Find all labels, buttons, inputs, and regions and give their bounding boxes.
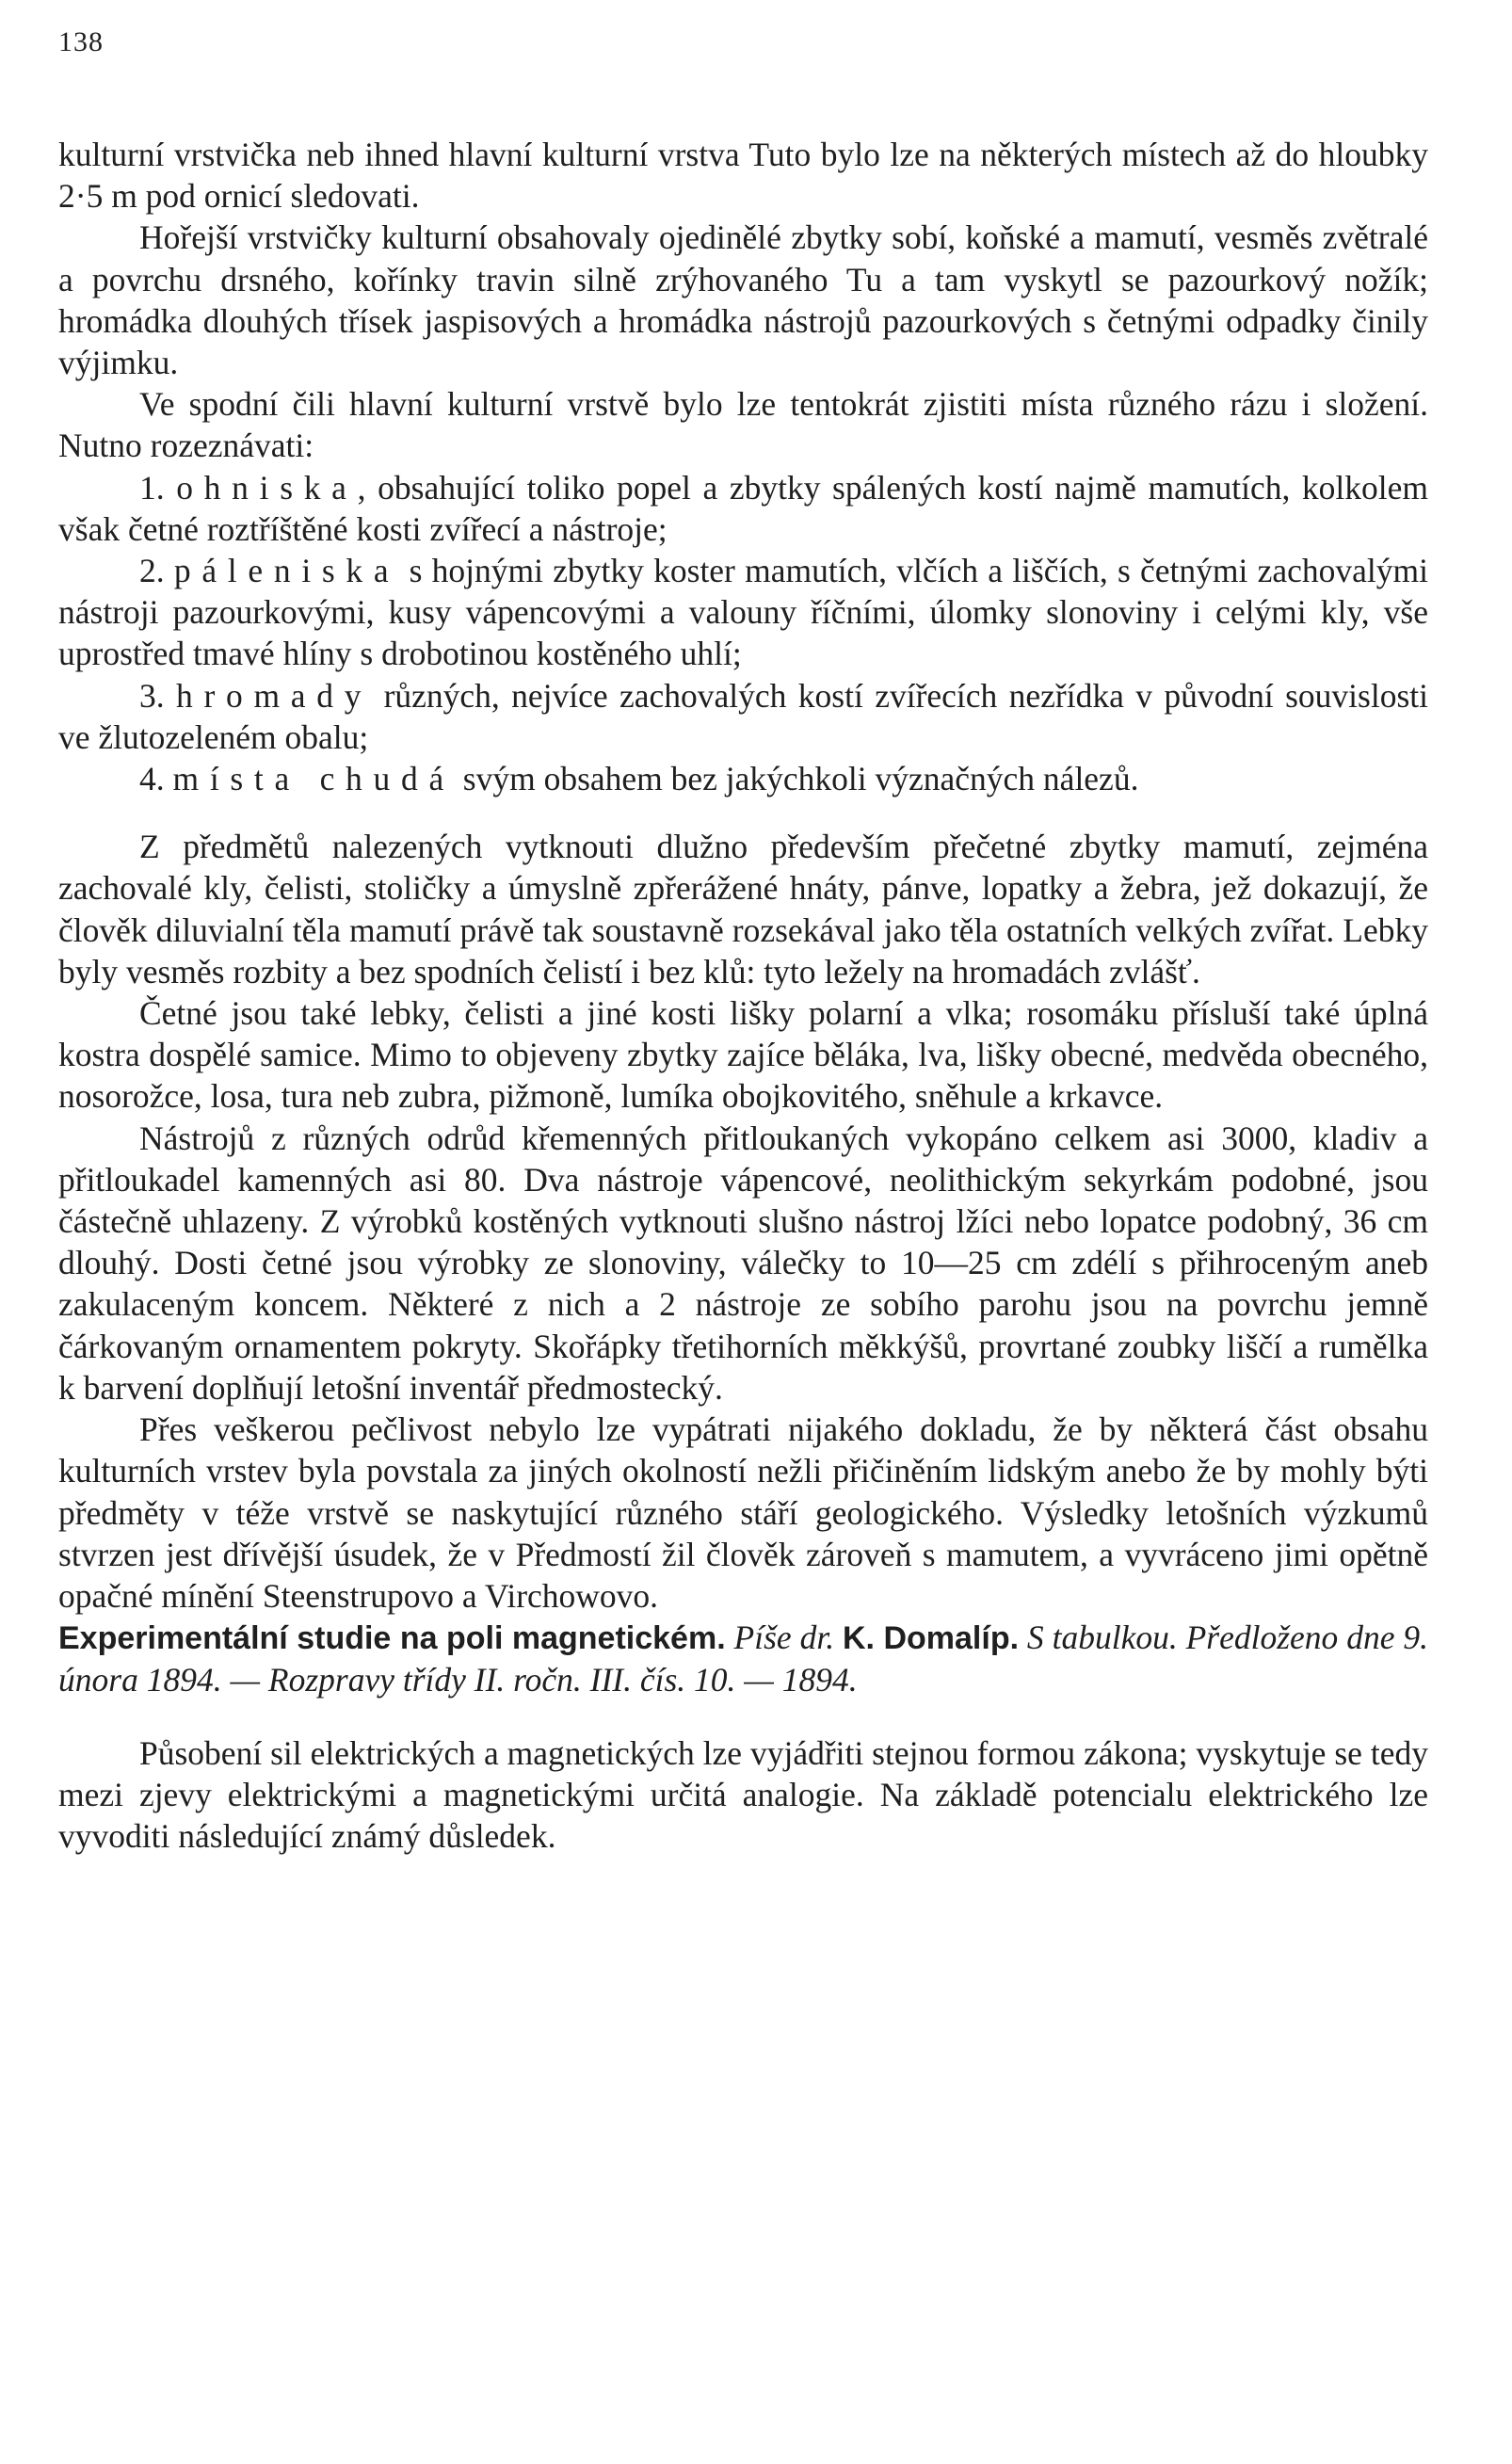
list-item	[58, 675, 1428, 758]
list-item-number: 3.	[139, 676, 165, 715]
list-item-text: různých, nejvíce zachovalých kostí zvířecích nezřídka v původní souvislosti ve žlutozeleném obalu;	[58, 676, 1428, 756]
list-item-term: páleniska	[173, 552, 400, 590]
heading-title: Experimentální studie na poli magnetickém.	[58, 1620, 726, 1657]
list-item-number: 2.	[139, 552, 165, 590]
list-item-term: místa chudá	[172, 760, 455, 798]
heading-author: K. Domalíp.	[842, 1620, 1020, 1657]
paragraph-1: kulturní vrstvička neb ihned hlavní kulturní vrstva Tuto bylo lze na některých místech až do hloubky 2·5 m pod ornicí sledovati.	[58, 136, 1428, 216]
list-item-text: , obsahující toliko popel a zbytky spálených kostí najmě mamutích, kolkolem však četné roztříštěné kosti zvířecí a nástroje;	[58, 468, 1429, 548]
list-item-number: 4.	[139, 760, 165, 798]
paragraph-7: Přes veškerou pečlivost nebylo lze vypátrati nijakého dokladu, že by některá část obsahu kulturních vrstev byla povstala za jiných okolností nežli přičiněním lidským anebo že by mohly býti předměty v téže vrstvě se naskytující různého stáří geologického. Výsledky letošních výzkumů stvrzen jest dřívější úsudek, že v Předmostí žil člověk zároveň s mamutem, a vyvráceno jimi opětně opačné mínění Steenstrupovo a Virchowovo.	[58, 1410, 1428, 1615]
list-item	[58, 467, 1428, 550]
page-number: 138	[58, 26, 104, 57]
list-item-term: hromady	[176, 676, 373, 715]
article-heading	[58, 1617, 1428, 1700]
site-types-list	[58, 467, 1428, 800]
list-item-text: s hojnými zbytky koster mamutích, vlčích a liščích, s četnými zachovalými nástroji pazourkovými, kusy vápencovými a valouny říčními, úlomky slonoviny i celými kly, vše uprostřed tmavé hlíny s drobotinou kostěného uhlí;	[58, 552, 1428, 673]
heading-details: S tabulkou. Předloženo dne 9. února 1894. — Rozpravy třídy II. ročn. III. čís. 10. — 1894.	[58, 1619, 1428, 1699]
paragraph-2: Hořejší vrstvičky kulturní obsahovaly ojedinělé zbytky sobí, koňské a mamutí, vesměs zvětralé a povrchu drsného, kořínky travin silně zrýhovaného Tu a tam vyskytl se pazourkový nožík; hromádka dlouhých třísek jaspisových a hromádka nástrojů pazourkových s četnými odpadky činily výjimku.	[58, 218, 1428, 382]
paragraph-final: Působení sil elektrických a magnetických lze vyjádřiti stejnou formou zákona; vyskytuje se tedy mezi zjevy elektrickými a magnetickými určitá analogie. Na základě potencialu elektrického lze vyvoditi následující známý důsledek.	[58, 1733, 1428, 1855]
heading-byline: Píše dr.	[725, 1619, 843, 1657]
list-item-text: svým obsahem bez jakýchkoli význačných nálezů.	[454, 760, 1139, 798]
list-item-number: 1.	[139, 468, 165, 507]
article-body	[58, 134, 1428, 1857]
list-item	[58, 758, 1428, 799]
paragraph-4: Z předmětů nalezených vytknouti dlužno především přečetné zbytky mamutí, zejména zachovalé kly, čelisti, stoličky a úmyslně zpřerážené hnáty, pánve, lopatky a žebra, jež dokazují, že člověk diluvialní těla mamutí právě tak soustavně rozsekával jako těla ostatních velkých zvířat. Lebky byly vesměs rozbity a bez spodních čelistí i bez klů: tyto ležely na hromadách zvlášť.	[58, 828, 1428, 990]
list-item-term: ohniska	[176, 468, 358, 507]
paragraph-3: Ve spodní čili hlavní kulturní vrstvě bylo lze tentokrát zjistiti místa různého rázu i složení. Nutno rozeznávati:	[58, 385, 1428, 465]
list-item	[58, 550, 1428, 675]
paragraph-6: Nástrojů z různých odrůd křemenných přitloukaných vykopáno celkem asi 3000, kladiv a přitloukadel kamenných asi 80. Dva nástroje vápencové, neolithickým sekyrkám podobné, jsou částečně uhlazeny. Z výrobků kostěných vytknouti slušno nástroj lžíci nebo lopatce podobný, 36 cm dlouhý. Dosti četné jsou výrobky ze slonoviny, válečky to 10—25 cm zdélí s přihroceným aneb zakulaceným koncem. Některé z nich a 2 nástroje ze sobího parohu jsou na povrchu jemně čárkovaným ornamentem pokryty. Skořápky třetihorních měkkýšů, provrtané zoubky liščí a rumělka k barvení doplňují letošní inventář předmostecký.	[58, 1119, 1428, 1407]
paragraph-5: Četné jsou také lebky, čelisti a jiné kosti lišky polarní a vlka; rosomáku přísluší také úplná kostra dospělé samice. Mimo to objeveny zbytky zajíce běláka, lva, lišky obecné, medvěda obecného, nosorožce, losa, tura neb zubra, pižmoně, lumíka obojkovitého, sněhule a krkavce.	[58, 994, 1428, 1116]
